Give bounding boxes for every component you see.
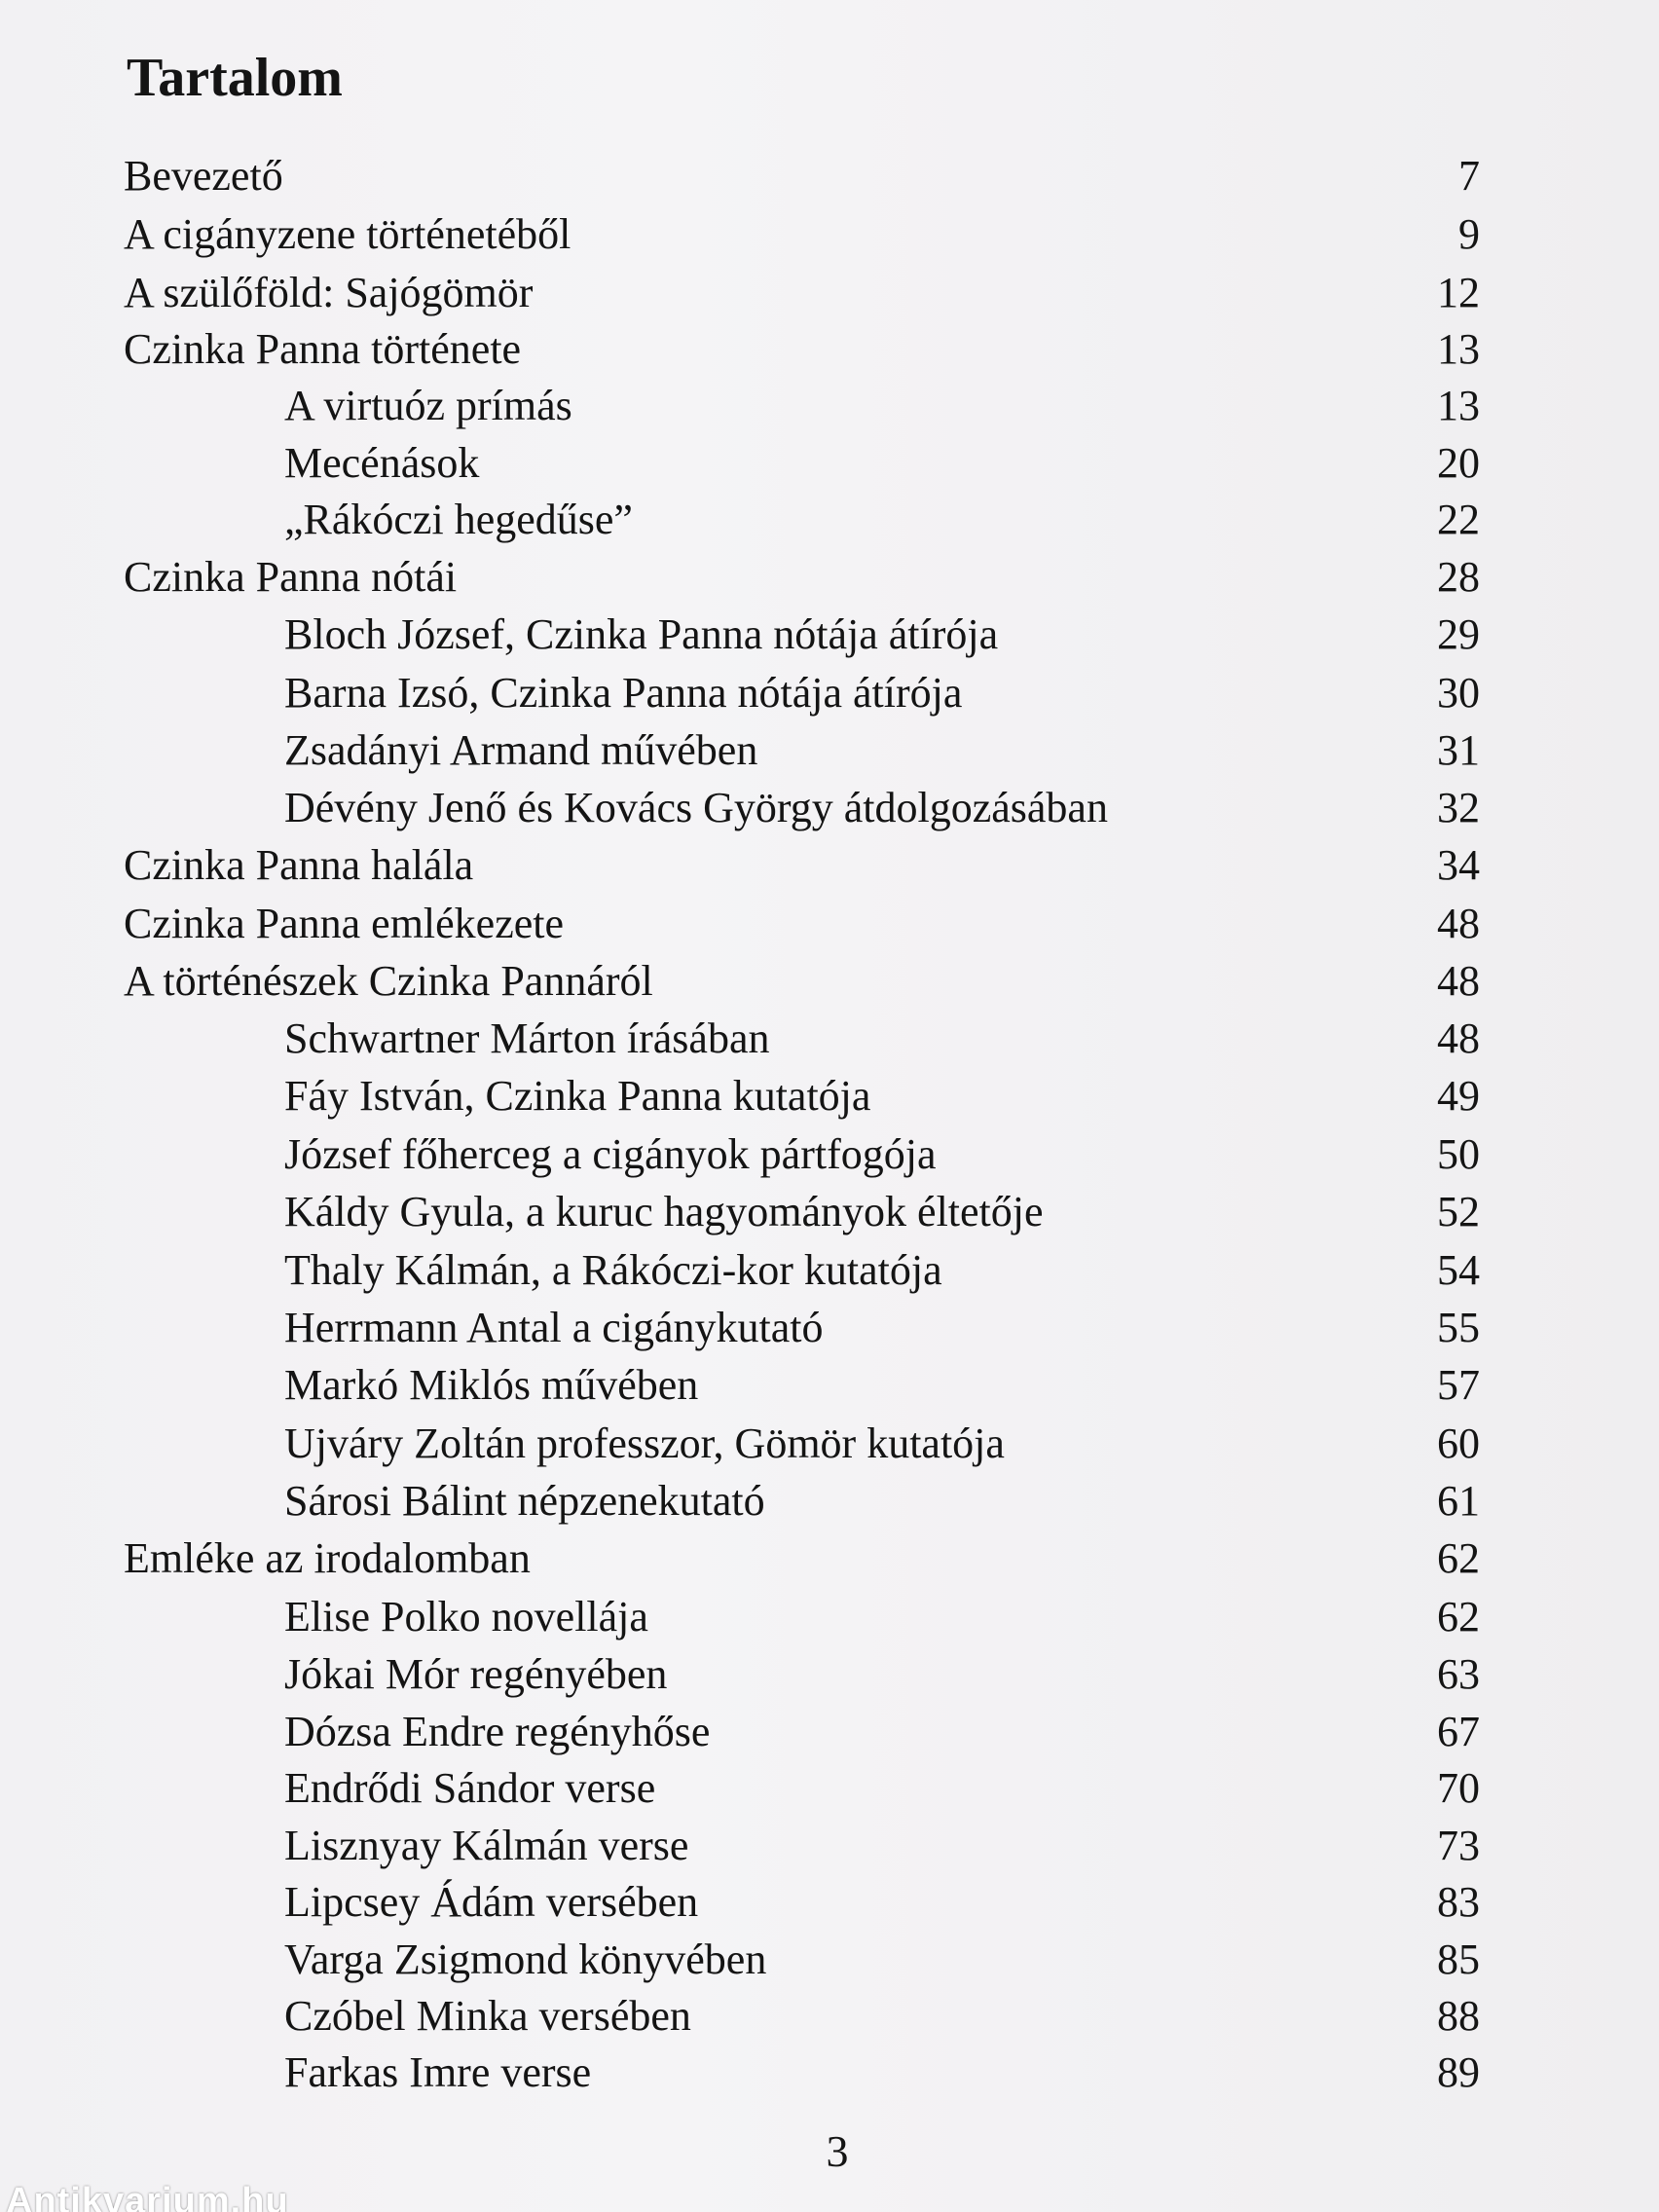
toc-entry-page: 22 [1437, 496, 1480, 543]
toc-entry [0, 607, 1659, 663]
toc-entry [0, 378, 1659, 434]
toc-entry-page: 83 [1437, 1878, 1480, 1926]
toc-entry-page: 49 [1437, 1072, 1480, 1120]
toc-entry-page: 9 [1458, 210, 1480, 258]
toc-entry-label: A szülőföld: Sajógömör [124, 269, 534, 316]
toc-entry-page: 48 [1437, 900, 1480, 947]
toc-entry-label: Ujváry Zoltán professzor, Gömör kutatója [284, 1419, 1005, 1467]
toc-entry-page: 13 [1437, 325, 1480, 373]
toc-entry [0, 1818, 1659, 1874]
toc-entry-page: 88 [1437, 1992, 1480, 2040]
toc-entry [0, 435, 1659, 492]
toc-entry-page: 28 [1437, 553, 1480, 601]
toc-entry [0, 1011, 1659, 1067]
toc-entry [0, 1932, 1659, 1988]
toc-entry-label: Farkas Imre verse [284, 2048, 592, 2096]
toc-entry [0, 1760, 1659, 1817]
toc-entry-page: 63 [1437, 1650, 1480, 1698]
toc-entry-label: Czinka Panna története [124, 325, 522, 373]
toc-entry-label: Czinka Panna halála [124, 841, 474, 889]
toc-entry [0, 1704, 1659, 1760]
toc-entry [0, 837, 1659, 894]
toc-entry-page: 60 [1437, 1419, 1480, 1467]
toc-entry-label: Emléke az irodalomban [124, 1534, 531, 1582]
toc-entry [0, 1646, 1659, 1703]
toc-entry [0, 1184, 1659, 1240]
toc-entry-page: 7 [1458, 152, 1480, 200]
toc-entry-label: József főherceg a cigányok pártfogója [284, 1130, 937, 1178]
toc-entry [0, 1530, 1659, 1587]
toc-entry-page: 20 [1437, 439, 1480, 487]
toc-entry [0, 492, 1659, 548]
toc-entry-page: 62 [1437, 1593, 1480, 1641]
toc-entry-label: Bloch József, Czinka Panna nótája átírója [284, 610, 999, 658]
toc-entry-label: Schwartner Márton írásában [284, 1014, 770, 1062]
toc-entry-page: 73 [1437, 1822, 1480, 1869]
toc-entry [0, 1357, 1659, 1414]
toc-entry-label: Thaly Kálmán, a Rákóczi-kor kutatója [284, 1246, 942, 1294]
toc-entry-label: Sárosi Bálint népzenekutató [284, 1477, 765, 1525]
toc-entry-label: A történészek Czinka Pannáról [124, 957, 653, 1005]
toc-entry [0, 1589, 1659, 1645]
toc-entry-page: 62 [1437, 1534, 1480, 1582]
toc-entry-page: 30 [1437, 669, 1480, 717]
page-number: 3 [826, 2126, 849, 2176]
toc-entry [0, 722, 1659, 779]
toc-entry-label: Czóbel Minka versében [284, 1992, 691, 2040]
toc-entry-label: Barna Izsó, Czinka Panna nótája átírója [284, 669, 963, 717]
toc-entry [0, 1126, 1659, 1183]
toc-entry-page: 13 [1437, 382, 1480, 429]
toc-entry [0, 321, 1659, 378]
toc-entry-label: „Rákóczi hegedűse” [284, 496, 633, 543]
toc-entry-label: Bevezető [124, 152, 283, 200]
toc-entry-label: Czinka Panna nótái [124, 553, 458, 601]
toc-entry-label: Lipcsey Ádám versében [284, 1878, 699, 1926]
toc-entry-label: Dózsa Endre regényhőse [284, 1708, 711, 1755]
page-title: Tartalom [127, 48, 343, 108]
toc-entry-label: Káldy Gyula, a kuruc hagyományok éltetője [284, 1188, 1044, 1235]
toc-entry-label: Elise Polko novellája [284, 1593, 648, 1641]
toc-entry-page: 12 [1437, 269, 1480, 316]
toc-entry [0, 1473, 1659, 1530]
toc-entry-page: 70 [1437, 1764, 1480, 1812]
toc-entry-page: 31 [1437, 726, 1480, 774]
toc-entry-page: 89 [1437, 2048, 1480, 2096]
toc-entry-label: A virtuóz prímás [284, 382, 572, 429]
toc-entry [0, 206, 1659, 263]
toc-entry-label: Lisznyay Kálmán verse [284, 1822, 689, 1869]
toc-entry-page: 50 [1437, 1130, 1480, 1178]
toc-entry-label: Zsadányi Armand művében [284, 726, 758, 774]
toc-entry [0, 1988, 1659, 2045]
toc-entry-page: 54 [1437, 1246, 1480, 1294]
toc-entry-page: 48 [1437, 957, 1480, 1005]
toc-entry-page: 61 [1437, 1477, 1480, 1525]
toc-entry-label: A cigányzene történetéből [124, 210, 571, 258]
toc-entry-label: Endrődi Sándor verse [284, 1764, 656, 1812]
toc-entry-label: Varga Zsigmond könyvében [284, 1936, 767, 1983]
toc-entry [0, 1416, 1659, 1472]
toc-entry [0, 1242, 1659, 1299]
toc-entry [0, 896, 1659, 952]
toc-entry-page: 67 [1437, 1708, 1480, 1755]
toc-entry-label: Herrmann Antal a cigánykutató [284, 1304, 824, 1351]
toc-entry-label: Jókai Mór regényében [284, 1650, 668, 1698]
toc-entry-label: Czinka Panna emlékezete [124, 900, 565, 947]
toc-entry-page: 52 [1437, 1188, 1480, 1235]
toc-entry-page: 85 [1437, 1936, 1480, 1983]
toc-entry-label: Fáy István, Czinka Panna kutatója [284, 1072, 871, 1120]
toc-entry-page: 34 [1437, 841, 1480, 889]
toc-entry [0, 2045, 1659, 2101]
toc-entry [0, 1300, 1659, 1356]
watermark: Antikvarium.hu [6, 2183, 289, 2212]
toc-entry-page: 29 [1437, 610, 1480, 658]
toc-entry [0, 780, 1659, 836]
toc-entry-label: Dévény Jenő és Kovács György átdolgozásában [284, 784, 1108, 831]
toc-entry [0, 1874, 1659, 1931]
toc-entry-label: Markó Miklós művében [284, 1361, 699, 1409]
toc-entry-page: 32 [1437, 784, 1480, 831]
toc-entry-page: 57 [1437, 1361, 1480, 1409]
toc-entry [0, 265, 1659, 321]
toc-entry-label: Mecénások [284, 439, 480, 487]
toc-entry [0, 953, 1659, 1010]
toc-entry [0, 1068, 1659, 1124]
toc-entry-page: 48 [1437, 1014, 1480, 1062]
toc-entry-page: 55 [1437, 1304, 1480, 1351]
toc-entry [0, 665, 1659, 721]
toc-entry [0, 148, 1659, 204]
toc-entry [0, 549, 1659, 606]
